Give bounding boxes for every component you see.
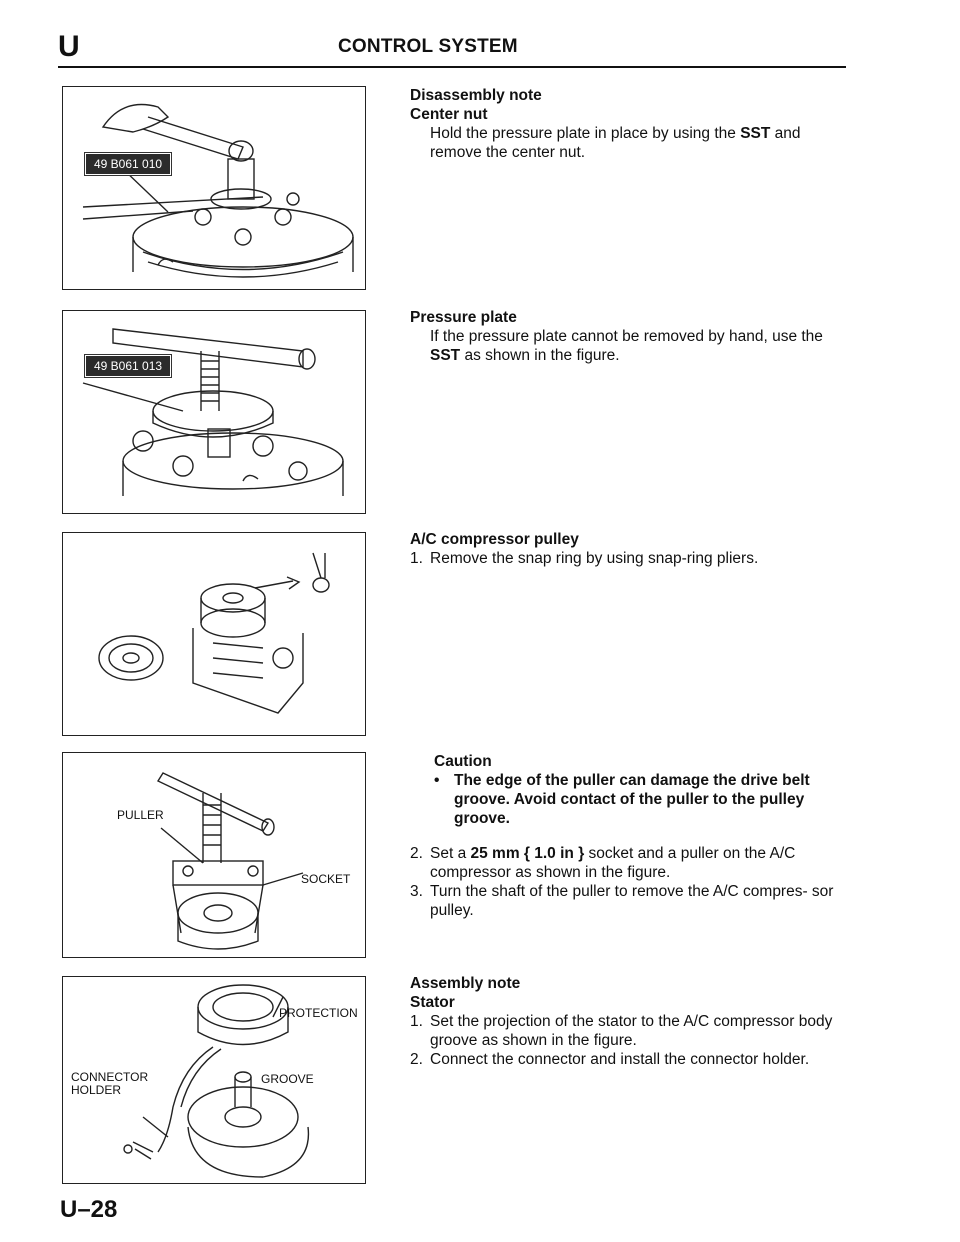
puller-label: PULLER [117,808,164,822]
stator-heading: Stator [410,994,455,1011]
center-nut-heading: Center nut [410,106,488,123]
assembly-heading: Assembly note [410,975,521,992]
connector-holder-label: CONNECTOR HOLDER [71,1070,149,1097]
figure-center-nut [62,86,366,290]
sst-code-tag: 49 B061 013 [85,355,171,377]
caution-heading: Caution [434,753,492,770]
groove-label: GROOVE [261,1072,314,1086]
disassembly-heading: Disassembly note [410,87,542,104]
pulley-section [410,530,850,568]
pulley-heading: A/C compressor pulley [410,531,579,548]
puller-step-2: 2. Set a 25 mm { 1.0 in } socket and a puller on the A/C compressor as shown in the figure. [410,845,796,881]
page-number: U–28 [60,1196,118,1223]
assembly-section [410,974,850,1069]
puller-steps [410,844,850,920]
caution-bullet: • The edge of the puller can damage the drive belt groove. Avoid contact of the puller to the pulley groove. [434,772,810,827]
header-rule [58,66,846,68]
caution-box [434,752,854,828]
figure-snap-ring [62,532,366,736]
sst-code-tag: 49 B061 010 [85,153,171,175]
pressure-plate-heading: Pressure plate [410,309,517,326]
protection-label: PROTECTION [279,1006,358,1020]
figure-puller [62,752,366,958]
pressure-plate-text: If the pressure plate cannot be removed by hand, use the SST as shown in the figure. [430,328,823,364]
puller-step-3: 3. Turn the shaft of the puller to remove the A/C compres- sor pulley. [410,883,834,919]
center-nut-text: Hold the pressure plate in place by using the SST and remove the center nut. [430,125,801,161]
snap-ring-illustration [63,533,365,735]
puller-illustration [63,753,365,957]
figure-pressure-plate [62,310,366,514]
disassembly-section [410,86,850,162]
pulley-step-1: 1. Remove the snap ring by using snap-ring pliers. [410,550,759,567]
figure-stator [62,976,366,1184]
pressure-plate-section [410,308,850,365]
center-nut-illustration [63,87,365,289]
assembly-step-2: 2. Connect the connector and install the connector holder. [410,1051,810,1068]
pressure-plate-illustration [63,311,365,513]
page-title: CONTROL SYSTEM [338,36,518,57]
socket-label: SOCKET [301,872,351,886]
assembly-step-1: 1. Set the projection of the stator to the A/C compressor body groove as shown in the figure. [410,1013,833,1049]
section-letter: U [58,30,80,63]
